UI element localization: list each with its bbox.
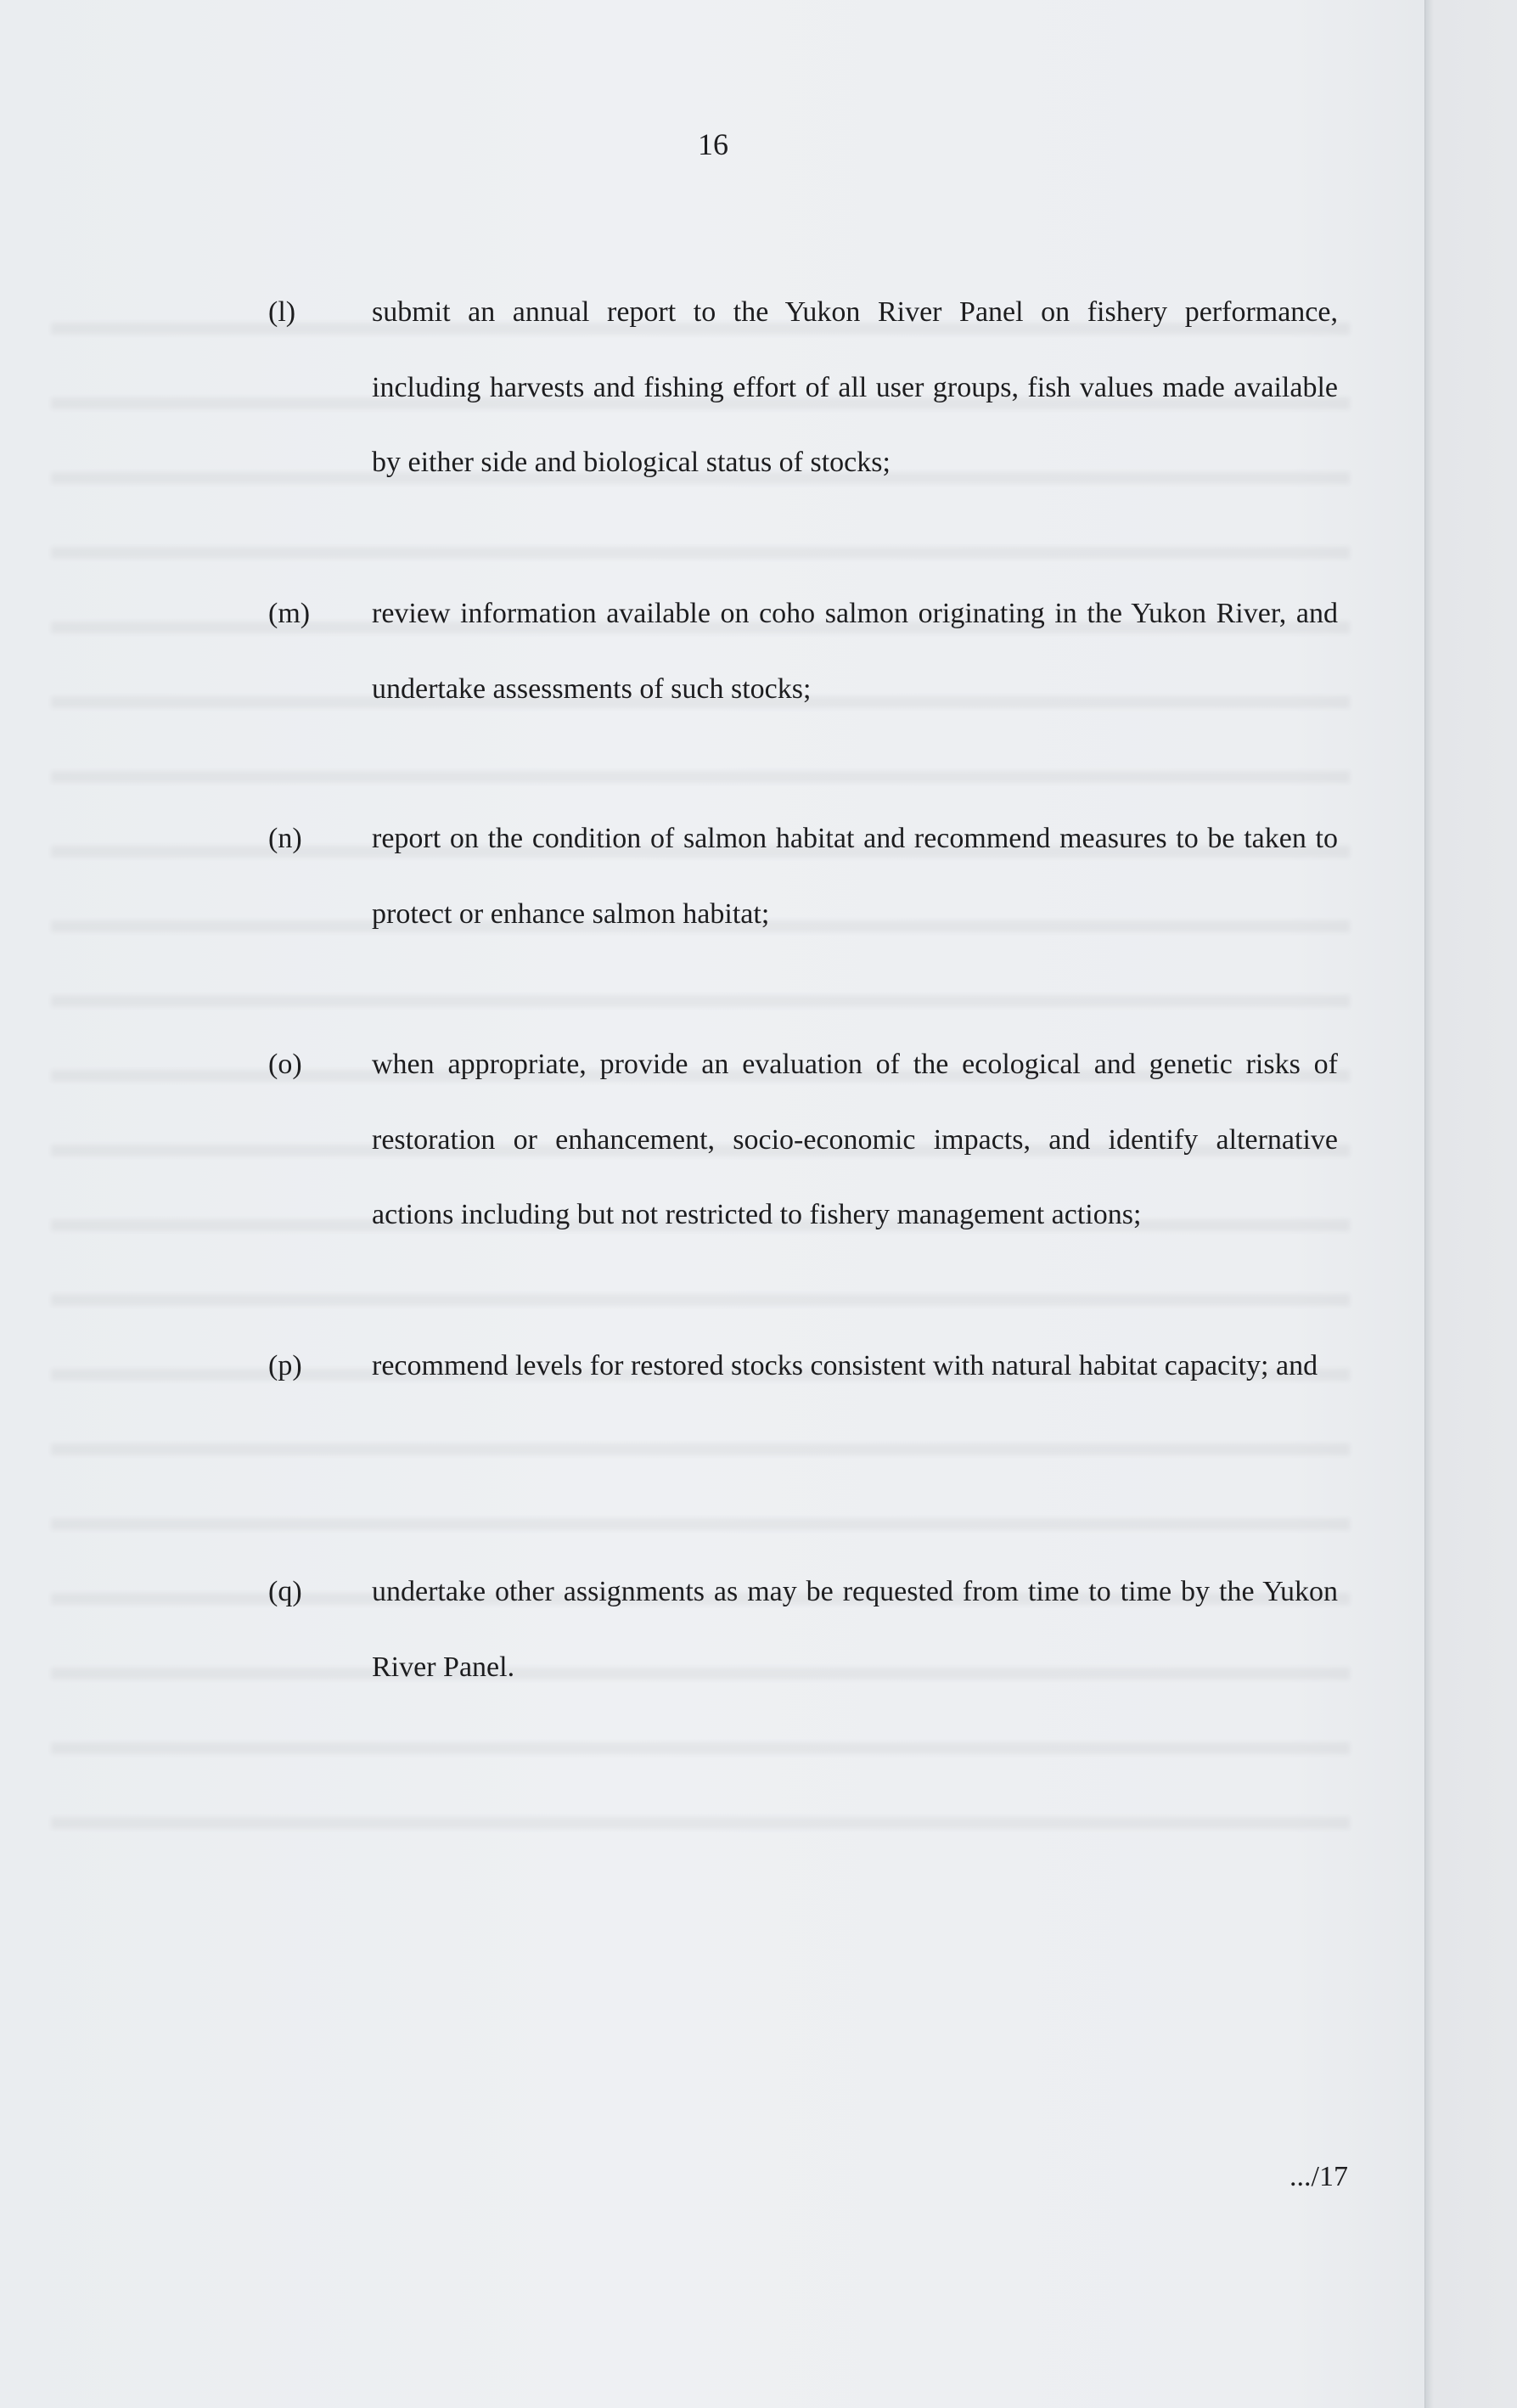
item-text: when appropriate, provide an evaluation of the ecological and genetic risks of restoration or enhancement, socio-economic impacts, and identify alternative actions including but not restricted to fishery management actions; (372, 1049, 1338, 1230)
item-text: review information available on coho salmon originating in the Yukon River, and undertake assessments of such stocks; (372, 598, 1338, 705)
item-label: (l) (268, 296, 296, 328)
item-label: (p) (268, 1350, 302, 1381)
item-label: (o) (268, 1049, 302, 1080)
item-label: (q) (268, 1576, 302, 1607)
item-text: report on the condition of salmon habitat and recommend measures to be taken to protect or enhance salmon habitat; (372, 823, 1338, 930)
item-text: undertake other assignments as may be requested from time to time by the Yukon River Panel. (372, 1576, 1338, 1683)
continuation-reference: .../17 (1289, 2161, 1348, 2192)
page-number: 16 (698, 127, 728, 161)
item-text: recommend levels for restored stocks consistent with natural habitat capacity; and (372, 1350, 1318, 1381)
item-label: (m) (268, 598, 311, 629)
item-label: (n) (268, 823, 302, 854)
item-text: submit an annual report to the Yukon River Panel on fishery performance, including harvests and fishing effort of all user groups, fish values made available by either side and biological status of stocks; (372, 296, 1338, 478)
page-edge-strip (1424, 0, 1517, 2408)
